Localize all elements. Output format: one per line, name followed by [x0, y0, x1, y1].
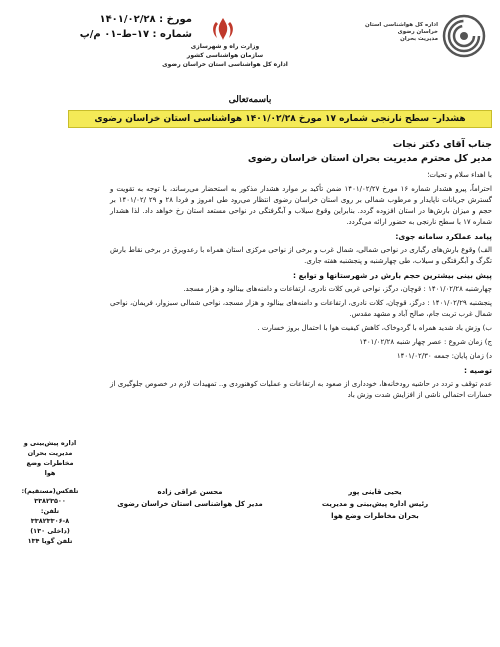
contact-sidebar: اداره پیش‌بینی و مدیریت بحران مخاطرات وضع هوا تلفکس(مستقیم): ۳۳۸۲۳۵۰۰ تلفن: ۳۳۸۲۳۳۰۶-۸ (داخلی ۱۳۰) تلفن گویا ۱۳۴ — [21, 439, 79, 545]
signer-name: یحیی قاینی پور — [348, 488, 402, 496]
item-a: الف) وقوع بارش‌های رگباری در نواحی شمالی، شمال غرب و برخی از نواحی مرکزی استان همراه با رعدوبرق در برخی نقاط بارش تگرگ و آبگرفتگی و سیلاب، طی چهارشنبه و پنجشنبه هفته جاری. — [110, 246, 492, 265]
meteorology-logo: اداره کل هواشناسی استان خراسان رضوی مدیریت بحران — [330, 12, 490, 70]
signer-title: مدیر کل هواشناسی استان خراسان رضوی — [117, 500, 263, 508]
signature-right — [290, 486, 460, 522]
document-date: مورخ : ۱۴۰۱/۰۲/۲۸ — [99, 14, 192, 25]
date-number-block — [62, 12, 192, 42]
signature-left — [115, 486, 265, 510]
item-d: د) زمان پایان: جمعه ۱۴۰۱/۰۲/۳۰ — [396, 352, 492, 360]
forecast-thursday: پنجشنبه ۱۴۰۱/۰۲/۲۹ : درگز، قوچان، کلات نادری، ارتفاعات و دامنه‌های بینالود و هزار مسجد، نواحی شمالی سبزوار، فریمان، نواحی شمال غرب تربت جام، صالح آباد و مشهد مقدس. — [110, 299, 492, 318]
signer-title: بحران مخاطرات وضع هوا — [331, 512, 419, 520]
recipient-title: مدیر کل محترم مدیریت بحران استان خراسان رضوی — [247, 153, 492, 164]
iran-emblem-icon — [208, 16, 238, 42]
item-c: ج) زمان شروع : عصر چهار شنبه ۱۴۰۱/۰۲/۲۸ — [359, 338, 492, 346]
advice: عدم توقف و تردد در حاشیه رودخانه‌ها، خودداری از صعود به ارتفاعات و عملیات کوهنوردی و.. تمهیدات لازم در خصوص جلوگیری از خسارات احتمالی ناشی از افزایش شدت وزش باد — [110, 380, 492, 399]
signer-name: محسن عراقی زاده — [157, 488, 223, 496]
section-heading: پیامد عملکرد سامانه جوی: — [395, 232, 492, 241]
letter-body — [110, 170, 492, 404]
basmala: باسمه‌تعالی — [228, 95, 272, 105]
intro-paragraph: احتراماً، پیرو هشدار شماره ۱۶ مورخ ۱۴۰۱/۰۲/۲۷ ضمن تأکید بر موارد هشدار مذکور به استحضار می‌رساند، با توجه به تقویت و گسترش جریانات ناپایدار و مرطوب شمالی بر روی استان خراسان رضوی انتظار می‌رود طی امروز و فردا ۲۸ و ۲۹ /۱۴۰۱/۰۲ بر حجم و میزان بارش‌ها در استان افزوده گردد. بنابراین وقوع سیلاب و آبگرفتگی در نواحی مستعد استان رخ خواهد داد. لذا هشدار شماره ۱۷ با سطح نارنجی به حضور ارائه می‌گردد. — [110, 185, 492, 226]
recipient — [200, 138, 492, 166]
spiral-logo-icon — [442, 14, 486, 58]
greeting: با اهداء سلام و تحیات؛ — [427, 171, 492, 179]
document-number: شماره : ۱۷–ط–۰۱ م/پ — [79, 29, 192, 40]
item-b: ب) وزش باد شدید همراه با گردوخاک، کاهش کیفیت هوا با احتمال بروز خسارت . — [257, 324, 492, 332]
signer-title: رئیس اداره پیش‌بینی و مدیریت — [321, 500, 429, 508]
organization-name: وزارت راه و شهرسازی سازمان هواشناسی کشور اداره کل هواشناسی استان خراسان رضوی — [162, 43, 288, 68]
forecast-wednesday: چهارشنبه ۱۴۰۱/۰۲/۲۸ : قوچان، درگز، نواحی غربی کلات نادری، ارتفاعات و دامنه‌های بینالود و هزار مسجد. — [183, 285, 492, 293]
recipient-name: جناب آقای دکتر نجات — [392, 139, 492, 150]
warning-banner: هشدار– سطح نارنجی شماره ۱۷ مورخ ۱۴۰۱/۰۲/۲۸ هواشناسی استان خراسان رضوی — [68, 110, 492, 128]
section-heading: توصیه : — [464, 366, 492, 375]
section-heading: پیش بینی بیشترین حجم بارش در شهرستانها و توابع : — [293, 271, 492, 280]
